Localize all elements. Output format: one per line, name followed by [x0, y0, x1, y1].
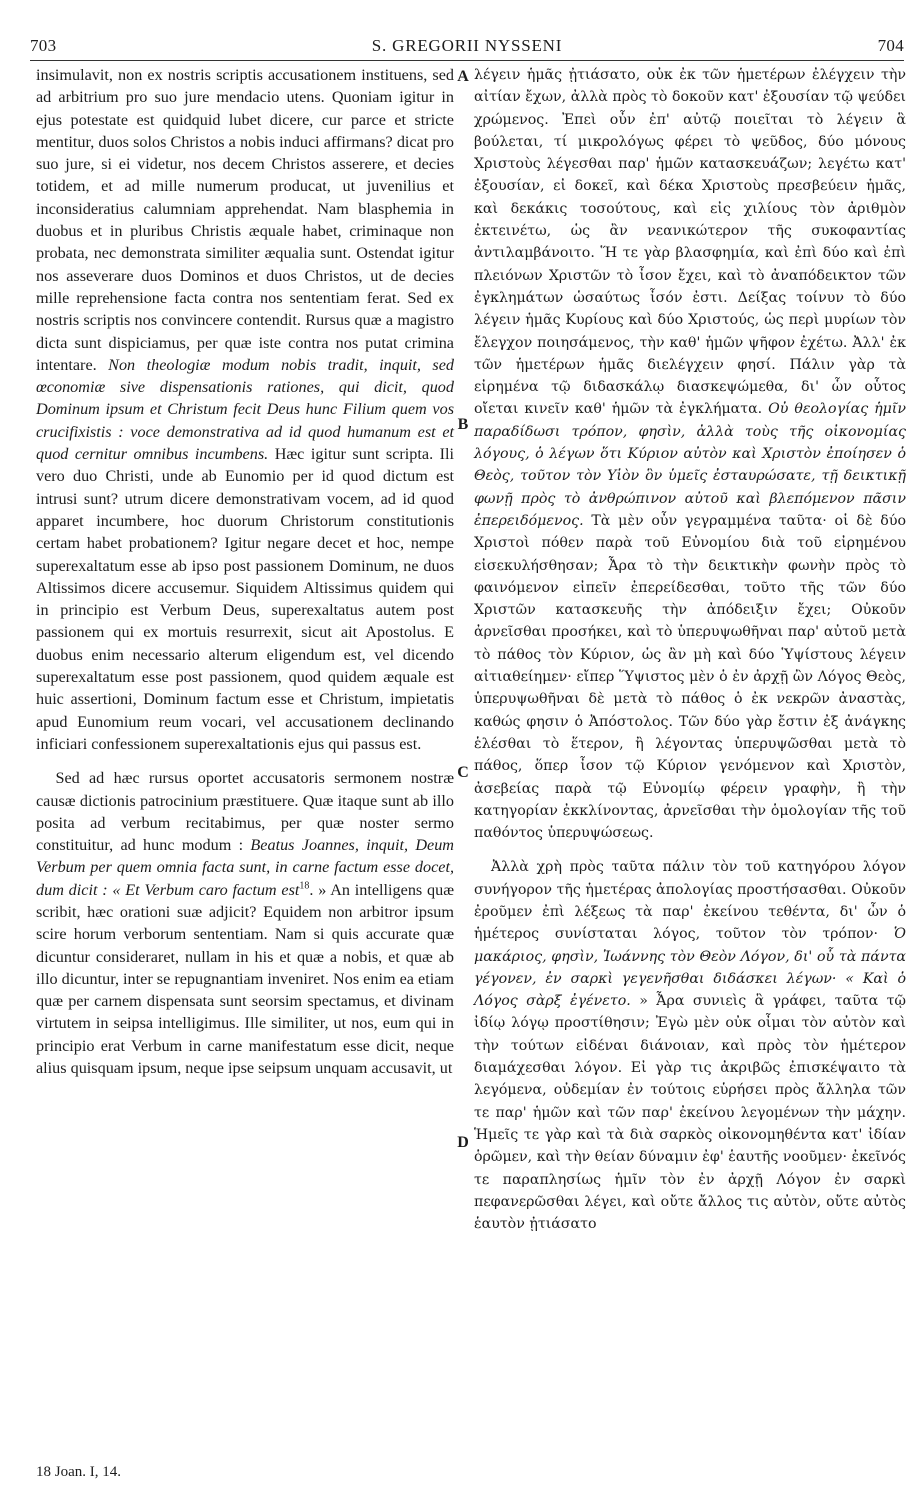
page-number-right: 704: [877, 36, 904, 55]
greek-quotation: Οὐ θεολογίας ἡμῖν παραδίδωσι τρόπον, φησὶν, ἀλλὰ τοὺς τῆς οἰκονομίας λόγους, ὁ λέγων ὅτι Κύριον αὐτὸν καὶ Χριστὸν ἐποίησεν ὁ Θεὸς, τοῦτον τὸν Υἱὸν ὃν ὑμεῖς ἐσταυρώσατε, τῇ δεικτικῇ φωνῇ πρὸς τὸ ἀνθρώπινον αὐτοῦ καὶ βλεπόμενον πᾶσιν ἐπερειδόμενος.: [474, 401, 906, 529]
running-header: [30, 36, 904, 58]
greek-paragraph-2: [474, 856, 906, 1235]
latin-text: Sed ad hæc rursus oportet accusatoris sermonem nostræ causæ dictionis patrocinium præstituere. Quæ itaque sunt ab illo posita ad verbum recitabimus, per quæ noster sermo constituitur, ad hunc modum :: [36, 769, 454, 855]
latin-quotation: Non theologiæ modum nobis tradit, inquit, sed œconomiæ sive dispensationis rationes, qui dicit, quod Dominum ipsum et Christum fecit Deus hunc Filium quem vos crucifixistis : voce demonstrativa ad id quod humanum est et quod cernitur omnibus incumbens.: [36, 355, 455, 464]
page-number-left: 703: [30, 36, 57, 55]
margin-marker-d: D: [457, 1134, 469, 1151]
latin-text: . » An intelligens quæ scribit, hæc orationi suæ adjicit? Equidem non arbitror ipsum scire horum verborum sententiam. Nam si quis accurate quæ dicuntur consideraret, nullam in his et quæ a nobis, et quæ ab illo dicuntur, inter se repugnantiam inveniret. Nos enim ea etiam quæ per carnem dispensata sunt seorsim spectamus, et divinam virtutem in seipsa intelligimus. Ille similiter, ut nos, eum qui in principio erat Verbum in carne manifestatum esse dicit, neque alius quisquam ipsum, neque ipse seipsum unquam accusavit, ut: [36, 880, 454, 1078]
latin-text: Hæc igitur sunt scripta. Ili vero duo Christi, unde ab Eunomio per id quod dictum est intrusi sunt? utrum dicere demonstrativam vocem, ad id quod apparet incumbere, hoc duorum Christorum constitutionis certam habet probationem? Igitur negare decet et hoc, nempe superexaltatum esse ab ipso post passionem Dominum, ne duos Altissimos dicere accusemur. Siquidem Altissimus quidem qui in principio est Verbum Deus, superexaltatus autem post passionem qui ex mortuis resurrexit, sicut ait Apostolus. E duobus enim necessario alterum eligendum est, vel dicendo superexaltatum esse post passionem, quod quidem æquale est huic assertioni, Dominum factum esse et Christum, impietatis apud Eunomium reum vocari, vel accusationem declinando inficiari confessionem superexaltationis ejus qui passus est.: [36, 445, 455, 753]
latin-paragraph-2: [36, 767, 454, 1079]
greek-text: » Ἆρα συνιεὶς ἃ γράφει, ταῦτα τῷ ἰδίῳ λόγῳ προστίθησιν; Ἐγὼ μὲν οὐκ οἶμαι τὸν αὐτὸν καὶ τὴν τούτων εἰδέναι διάνοιαν, καὶ πρὸς τὸν ἡμέτερον διαμάχεσθαι λόγον. Εἰ γὰρ τις ἀκριβῶς ἐπισκέψαιτο τὰ λεγόμενα, οὐδεμίαν ἐν τούτοις εὑρήσει πρὸς ἄλληλα τῶν τε παρ' ἡμῶν καὶ τῶν παρ' ἐκείνου λεγομένων τὴν μάχην. Ἡμεῖς τε γὰρ καὶ τὰ διὰ σαρκὸς οἰκονομηθέντα κατ' ἰδίαν ὁρῶμεν, καὶ τὴν θείαν δύναμιν ἐφ' ἑαυτῆς νοοῦμεν· ἐκεῖνός τε παραπλησίως ἡμῖν τὸν ἐν ἀρχῇ Λόγον ἐν σαρκὶ πεφανερῶσθαι λέγει, καὶ οὔτε ἄλλος τις αὐτὸν, οὔτε αὐτὸς ἑαυτὸν ᾐτιάσατο: [474, 993, 906, 1233]
greek-text: λέγειν ἡμᾶς ᾐτιάσατο, οὐκ ἐκ τῶν ἡμετέρων ἐλέγχειν τὴν αἰτίαν ἔχων, ἀλλὰ πρὸς τὸ δοκοῦν κατ' ἐξουσίαν τῷ ψεύδει χρώμενος. Ἐπεὶ οὖν ἐπ' αὐτῷ ποιεῖται τὸ λέγειν ἃ βούλεται, τί μικρολόγως φέρει τὸ ψεῦδος, δύο μόνους Χριστοὺς λέγεσθαι παρ' ἡμῶν κατασκευάζων; λεγέτω κατ' ἐξουσίαν, εἰ δοκεῖ, καὶ δέκα Χριστοὺς πρεσβεύειν ἡμᾶς, καὶ δεκάκις τοσούτους, καὶ εἰς χιλίους τὸν ἀριθμὸν ἐκτεινέτω, ὡς ἂν νεανικώτερον τῆς συκοφαντίας ἀντιλαμβάνοιτο. Ἥ τε γὰρ βλασφημία, καὶ ἐπὶ δύο καὶ ἐπὶ πλειόνων Χριστῶν τὸ ἶσον ἔχει, καὶ τὸ ἀναπόδεικτον τῶν ἐγκλημάτων ὡσαύτως ἶσόν ἐστι. Δείξας τοίνυν τὸ δύο λέγειν ἡμᾶς Κυρίους καὶ δύο Χριστούς, ὡς περὶ μυρίων τὸν ἔλεγχον ποιησάμενος, τὴν καθ' ἡμῶν ψῆφον ἐχέτω. Ἀλλ' ἐκ τῶν ἡμετέρων ἡμᾶς διελέγχειν φησί. Πάλιν γὰρ τὰ εἰρημένα τῷ διδασκάλῳ διασκεψώμεθα, δι' ὧν οὗτος οἴεται κινεῖν καθ' ἡμῶν τὰ ἐγκλήματα.: [474, 67, 906, 418]
greek-text: Τὰ μὲν οὖν γεγραμμένα ταῦτα· οἱ δὲ δύο Χριστοὶ πόθεν παρὰ τοῦ Εὐνομίου διὰ τοῦ εἰρημένου εἰσεκυλήσθησαν; Ἆρα τὸ τὴν δεικτικὴν φωνὴν πρὸς τὸ φαινόμενον εἰπεῖν ἐπερείδεσθαι, τοῦτο τῆς τῶν δύο Χριστῶν κατασκευῆς τὴν ἀπόδειξιν ἔχει; Οὐκοῦν ἀρνεῖσθαι προσήκει, καὶ τὸ ὑπερυψωθῆναι παρ' αὐτοῦ μετὰ τὸ πάθος τὸν Κύριον, ὡς ἂν μὴ καὶ δύο Ὑψίστους λέγειν αἰτιαθείημεν· εἴπερ Ὕψιστος μὲν ὁ ἐν ἀρχῇ ὢν Λόγος Θεὸς, ὑπερυψωθῆναι δὲ μετὰ τὸ πάθος ὁ ἐκ νεκρῶν ἀναστὰς, καθώς φησιν ὁ Ἀπόστολος. Τῶν δύο γὰρ ἔστιν ἐξ ἀνάγκης ἑλέσθαι τὸ ἕτερον, ἢ λέγοντας ὑπερυψῶσθαι μετὰ τὸ πάθος, ὅπερ ἶσον τῷ Κύριον γενόμενον καὶ Χριστὸν, ἀσεβείας παρὰ τῷ Εὐνομίῳ φέρειν γραφὴν, ἢ τὴν κατηγορίαν ἐκκλίνοντας, ἀρνεῖσθαι τὴν ὁμολογίαν τῆς τοῦ παθόντος ὑπερυψώσεως.: [474, 512, 906, 842]
margin-marker-b: B: [457, 416, 469, 433]
greek-column: [474, 64, 906, 1235]
greek-paragraph-1: [474, 64, 906, 844]
header-rule: [30, 60, 904, 61]
latin-column: [36, 64, 454, 1079]
margin-marker-c: C: [457, 764, 469, 781]
greek-text: Ἀλλὰ χρὴ πρὸς ταῦτα πάλιν τὸν τοῦ κατηγόρου λόγον συνήγορον τῆς ἡμετέρας ἀπολογίας προστήσασθαι. Οὐκοῦν ἐροῦμεν ἐπὶ λέξεως τὰ παρ' ἐκείνου τεθέντα, δι' ὧν ὁ ἡμέτερος συνίσταται λόγος, τοῦτον τὸν τρόπον·: [474, 859, 906, 943]
latin-paragraph-1: [36, 64, 454, 755]
footnote: 18 Joan. I, 14.: [36, 1464, 121, 1480]
latin-text: insimulavit, non ex nostris scriptis accusationem instituens, sed ad arbitrium pro suo jure mendacio utens. Quoniam igitur in ejus potestate est quidquid lubet dicere, cur parce et stricte mentitur, duos solos Christos a nobis induci affirmans? dicat pro suo jure, si ei videtur, nos decem Christos asserere, et decies totidem, et ad mille numerum producat, ut juvenilius et inconsideratius calumniam apprehendat. Nam blasphemia in duobus et in pluribus Christis æquale habet, criminaque non probata, nec demonstrata similiter æqualia sunt. Ostendat igitur nos asseverare duos Dominos et duos Christos, ut de decies mille reprehensione facta contra nos sententiam ferat. Sed ex nostris scriptis nos convincere contendit. Rursus quæ a magistro dicta sunt dispiciamus, per quæ iste contra nos putat crimina intentare.: [36, 66, 454, 374]
footnote-ref: 18: [299, 880, 310, 892]
greek-quotation: Ὁ μακάριος, φησὶν, Ἰωάννης τὸν Θεὸν Λόγον, δι' οὗ τὰ πάντα γέγονεν, ἐν σαρκὶ γεγενῆσθαι διδάσκει λέγων· « Καὶ ὁ Λόγος σὰρξ ἐγένετο.: [474, 926, 906, 1010]
margin-marker-a: A: [457, 68, 469, 85]
running-title: S. GREGORII NYSSENI: [371, 36, 563, 55]
latin-quotation: Beatus Joannes, inquit, Deum Verbum per quem omnia facta sunt, in carne factum esse docet, dum dicit : « Et Verbum caro factum est: [36, 836, 454, 899]
